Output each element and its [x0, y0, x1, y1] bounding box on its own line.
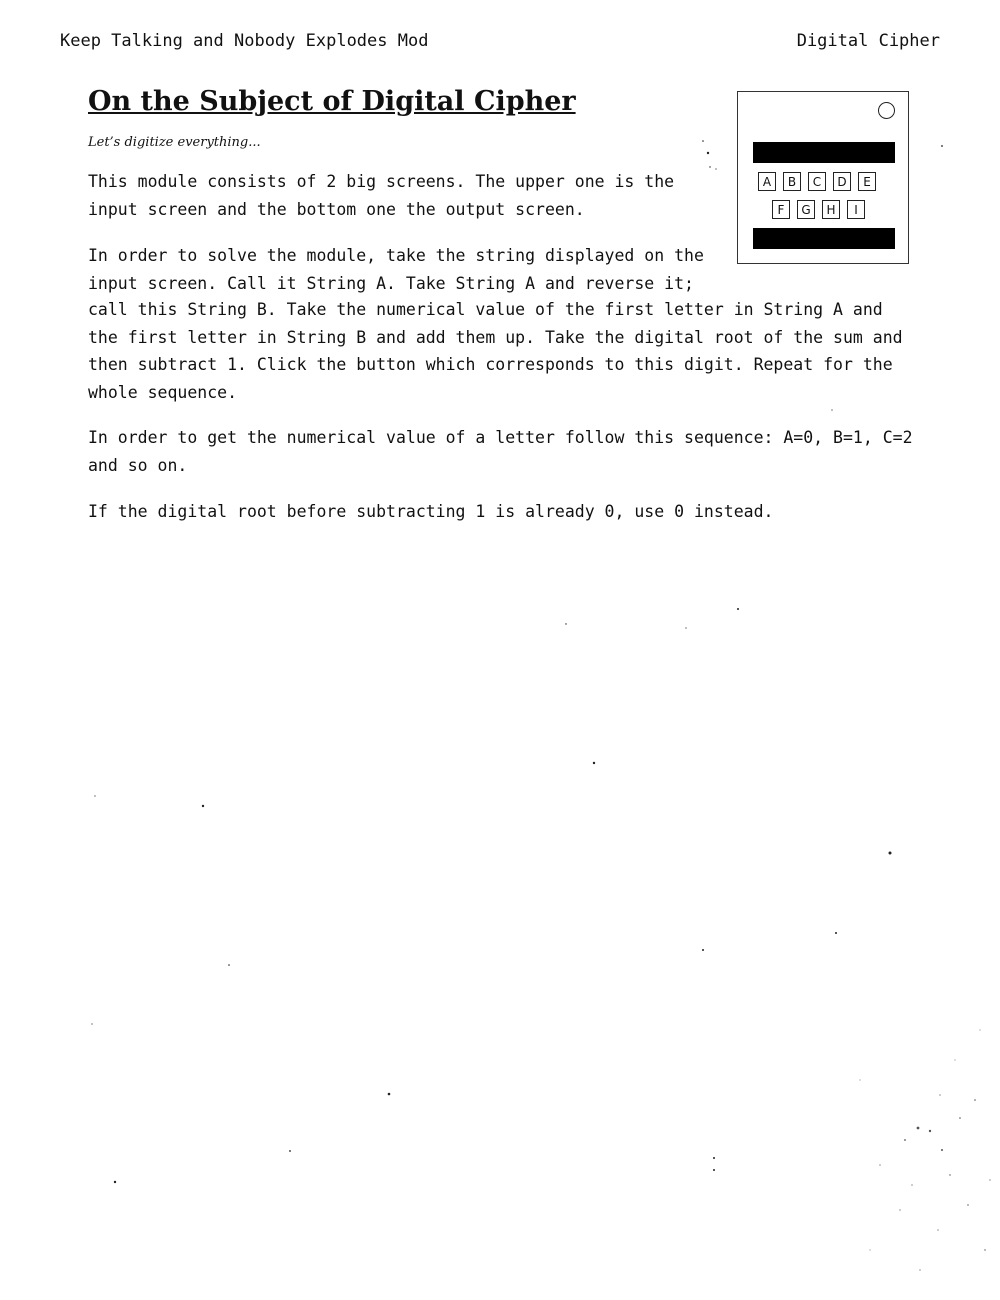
- letter-button-h: H: [822, 200, 840, 219]
- letter-button-i: I: [847, 200, 865, 219]
- paragraph-numerical-value: In order to get the numerical value of a letter follow this sequence: A=0, B=1, C=2 and so on.: [88, 428, 913, 475]
- letter-button-d: D: [833, 172, 851, 191]
- module-name-header: Digital Cipher: [796, 31, 940, 51]
- page-subtitle: Let’s digitize everything...: [88, 135, 261, 150]
- paragraph-solve-start: In order to solve the module, take the string displayed on the input screen. Call it String A. Take String A and reverse it;: [88, 246, 704, 293]
- letter-button-c: C: [808, 172, 826, 191]
- paragraph-solve-continued: call this String B. Take the numerical value of the first letter in String A and the first letter in String B and add them up. Take the digital root of the sum and then subtract 1. Click the button which corresponds to this digit. Repeat for the whole sequence.: [88, 300, 903, 402]
- letter-button-a: A: [758, 172, 776, 191]
- module-diagram: [737, 91, 909, 264]
- output-screen: [753, 228, 895, 249]
- paragraph-zero-rule: If the digital root before subtracting 1 is already 0, use 0 instead.: [88, 502, 774, 521]
- page-title: On the Subject of Digital Cipher: [88, 86, 576, 117]
- letter-button-b: B: [783, 172, 801, 191]
- button-row-top: [758, 172, 876, 191]
- letter-button-f: F: [772, 200, 790, 219]
- letter-button-e: E: [858, 172, 876, 191]
- status-light-icon: [878, 102, 895, 119]
- manual-series-header: Keep Talking and Nobody Explodes Mod: [60, 31, 429, 51]
- input-screen: [753, 142, 895, 163]
- paragraph-screens: This module consists of 2 big screens. The upper one is the input screen and the bottom one the output screen.: [88, 172, 675, 219]
- letter-button-g: G: [797, 200, 815, 219]
- button-row-bottom: [772, 200, 865, 219]
